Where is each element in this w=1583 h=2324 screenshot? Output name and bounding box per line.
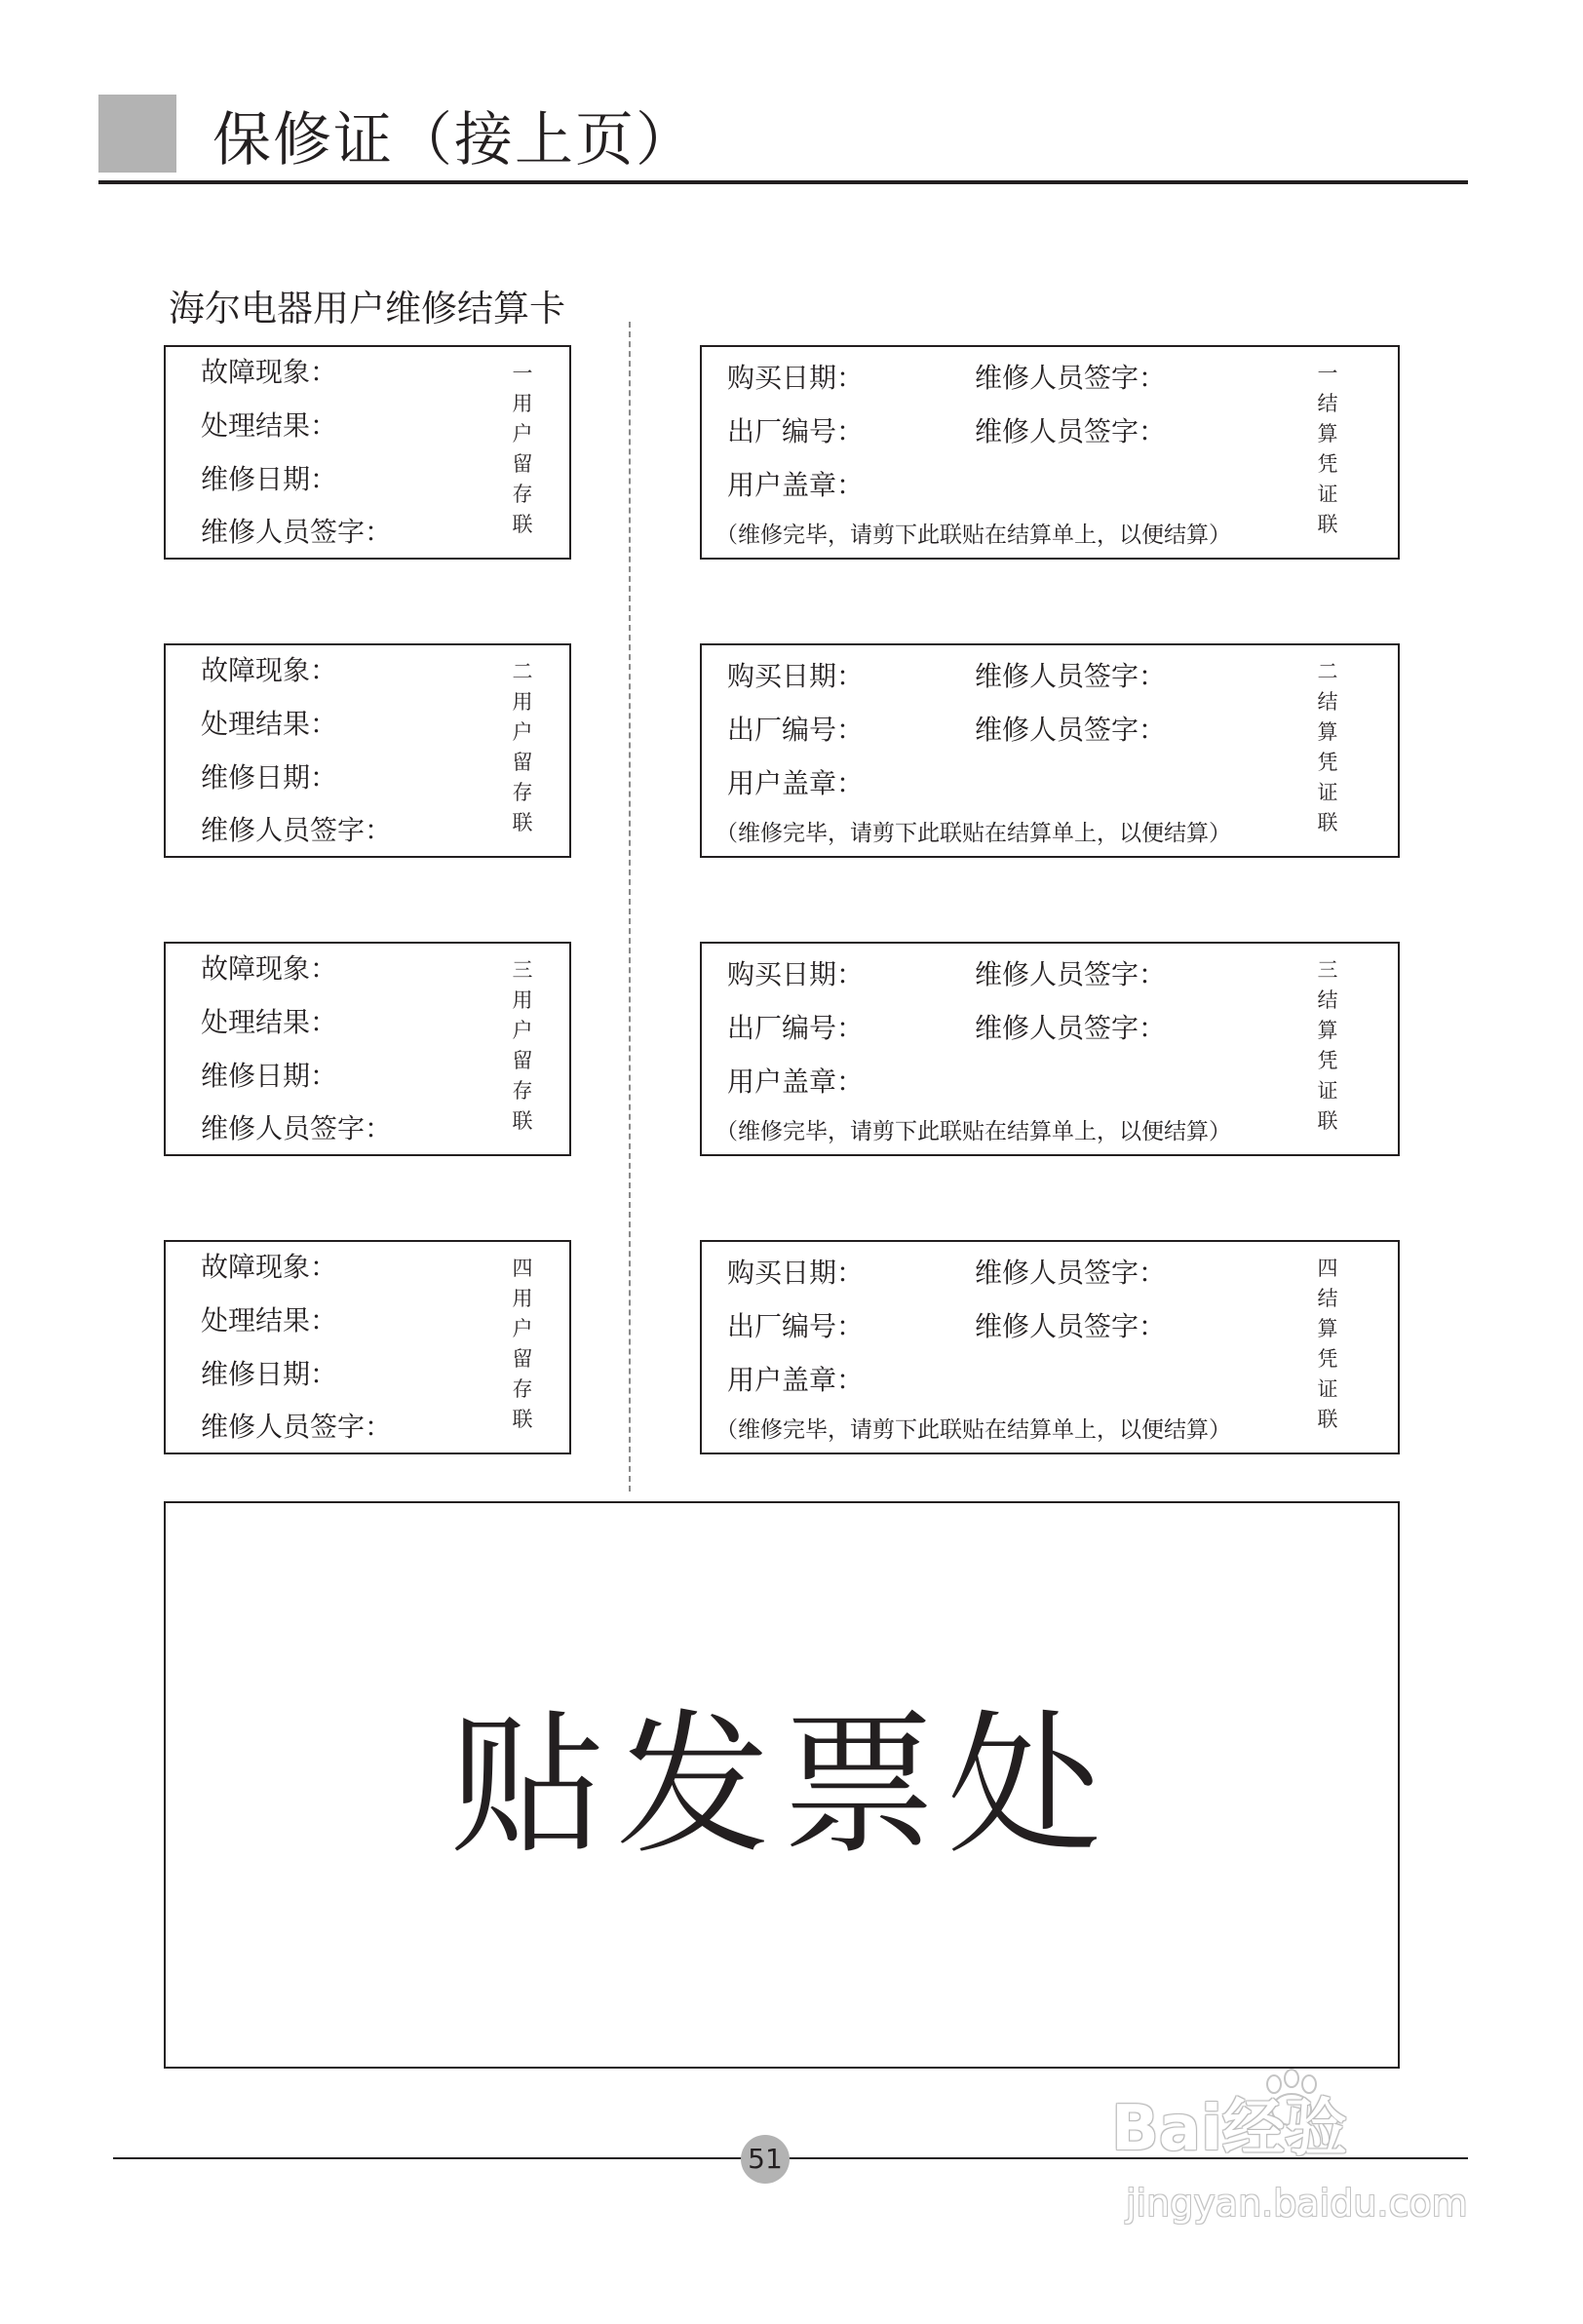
section-title: 海尔电器用户维修结算卡 [169, 288, 565, 329]
technician-signature-field: 维修人员签字： [201, 516, 393, 548]
watermark-brand: Bai经验 [1111, 2093, 1347, 2165]
serial-number-field: 出厂编号： [727, 1310, 865, 1342]
technician-signature-field: 维修人员签字： [201, 814, 393, 846]
cut-instruction-note: （维修完毕，请剪下此联贴在结算单上，以便结算） [715, 1119, 1231, 1144]
repair-date-field: 维修日期： [201, 1060, 338, 1092]
purchase-date-field: 购买日期： [727, 958, 865, 990]
cut-instruction-note: （维修完毕，请剪下此联贴在结算单上，以便结算） [715, 821, 1231, 846]
user-retention-card-2 [164, 643, 571, 858]
invoice-paste-area [164, 1501, 1400, 2069]
invoice-paste-label: 贴发票处 [450, 1696, 1113, 1876]
fault-field: 故障现象： [201, 1251, 338, 1283]
user-retention-card-1 [164, 345, 571, 560]
copy-label: 三结算凭证联 [1317, 958, 1338, 1133]
purchase-date-field: 购买日期： [727, 1257, 865, 1289]
header-rule [98, 180, 1468, 184]
page-number-badge: 51 [741, 2135, 790, 2184]
page-title: 保修证（接上页） [212, 106, 696, 174]
cut-instruction-note: （维修完毕，请剪下此联贴在结算单上，以便结算） [715, 1417, 1231, 1443]
technician-signature-field: 维修人员签字： [975, 714, 1167, 746]
user-retention-card-3 [164, 942, 571, 1156]
technician-signature-field: 维修人员签字： [975, 1257, 1167, 1289]
fault-field: 故障现象： [201, 952, 338, 985]
copy-label: 一结算凭证联 [1317, 362, 1338, 536]
serial-number-field: 出厂编号： [727, 415, 865, 447]
purchase-date-field: 购买日期： [727, 362, 865, 394]
result-field: 处理结果： [201, 708, 338, 740]
cut-line-divider [629, 322, 631, 1491]
cut-instruction-note: （维修完毕，请剪下此联贴在结算单上，以便结算） [715, 523, 1231, 548]
copy-label: 二结算凭证联 [1317, 660, 1338, 834]
user-stamp-field: 用户盖章： [727, 1065, 865, 1098]
technician-signature-field: 维修人员签字： [201, 1112, 393, 1144]
copy-label: 一用户留存联 [512, 362, 533, 536]
result-field: 处理结果： [201, 409, 338, 442]
technician-signature-field: 维修人员签字： [975, 1012, 1167, 1044]
repair-date-field: 维修日期： [201, 1358, 338, 1390]
result-field: 处理结果： [201, 1006, 338, 1038]
header-block [98, 95, 176, 173]
purchase-date-field: 购买日期： [727, 660, 865, 692]
settlement-voucher-card-3 [700, 942, 1400, 1156]
repair-date-field: 维修日期： [201, 761, 338, 794]
technician-signature-field: 维修人员签字： [975, 660, 1167, 692]
settlement-voucher-card-4 [700, 1240, 1400, 1454]
technician-signature-field: 维修人员签字： [201, 1411, 393, 1443]
serial-number-field: 出厂编号： [727, 714, 865, 746]
technician-signature-field: 维修人员签字： [975, 1310, 1167, 1342]
result-field: 处理结果： [201, 1304, 338, 1336]
watermark-url: jingyan.baidu.com [1126, 2182, 1468, 2225]
user-stamp-field: 用户盖章： [727, 767, 865, 799]
technician-signature-field: 维修人员签字： [975, 362, 1167, 394]
serial-number-field: 出厂编号： [727, 1012, 865, 1044]
copy-label: 四结算凭证联 [1317, 1257, 1338, 1431]
copy-label: 三用户留存联 [512, 958, 533, 1133]
settlement-voucher-card-1 [700, 345, 1400, 560]
copy-label: 二用户留存联 [512, 660, 533, 834]
fault-field: 故障现象： [201, 356, 338, 388]
fault-field: 故障现象： [201, 654, 338, 686]
technician-signature-field: 维修人员签字： [975, 958, 1167, 990]
user-stamp-field: 用户盖章： [727, 469, 865, 501]
user-stamp-field: 用户盖章： [727, 1364, 865, 1396]
settlement-voucher-card-2 [700, 643, 1400, 858]
copy-label: 四用户留存联 [512, 1257, 533, 1431]
repair-date-field: 维修日期： [201, 463, 338, 495]
user-retention-card-4 [164, 1240, 571, 1454]
technician-signature-field: 维修人员签字： [975, 415, 1167, 447]
